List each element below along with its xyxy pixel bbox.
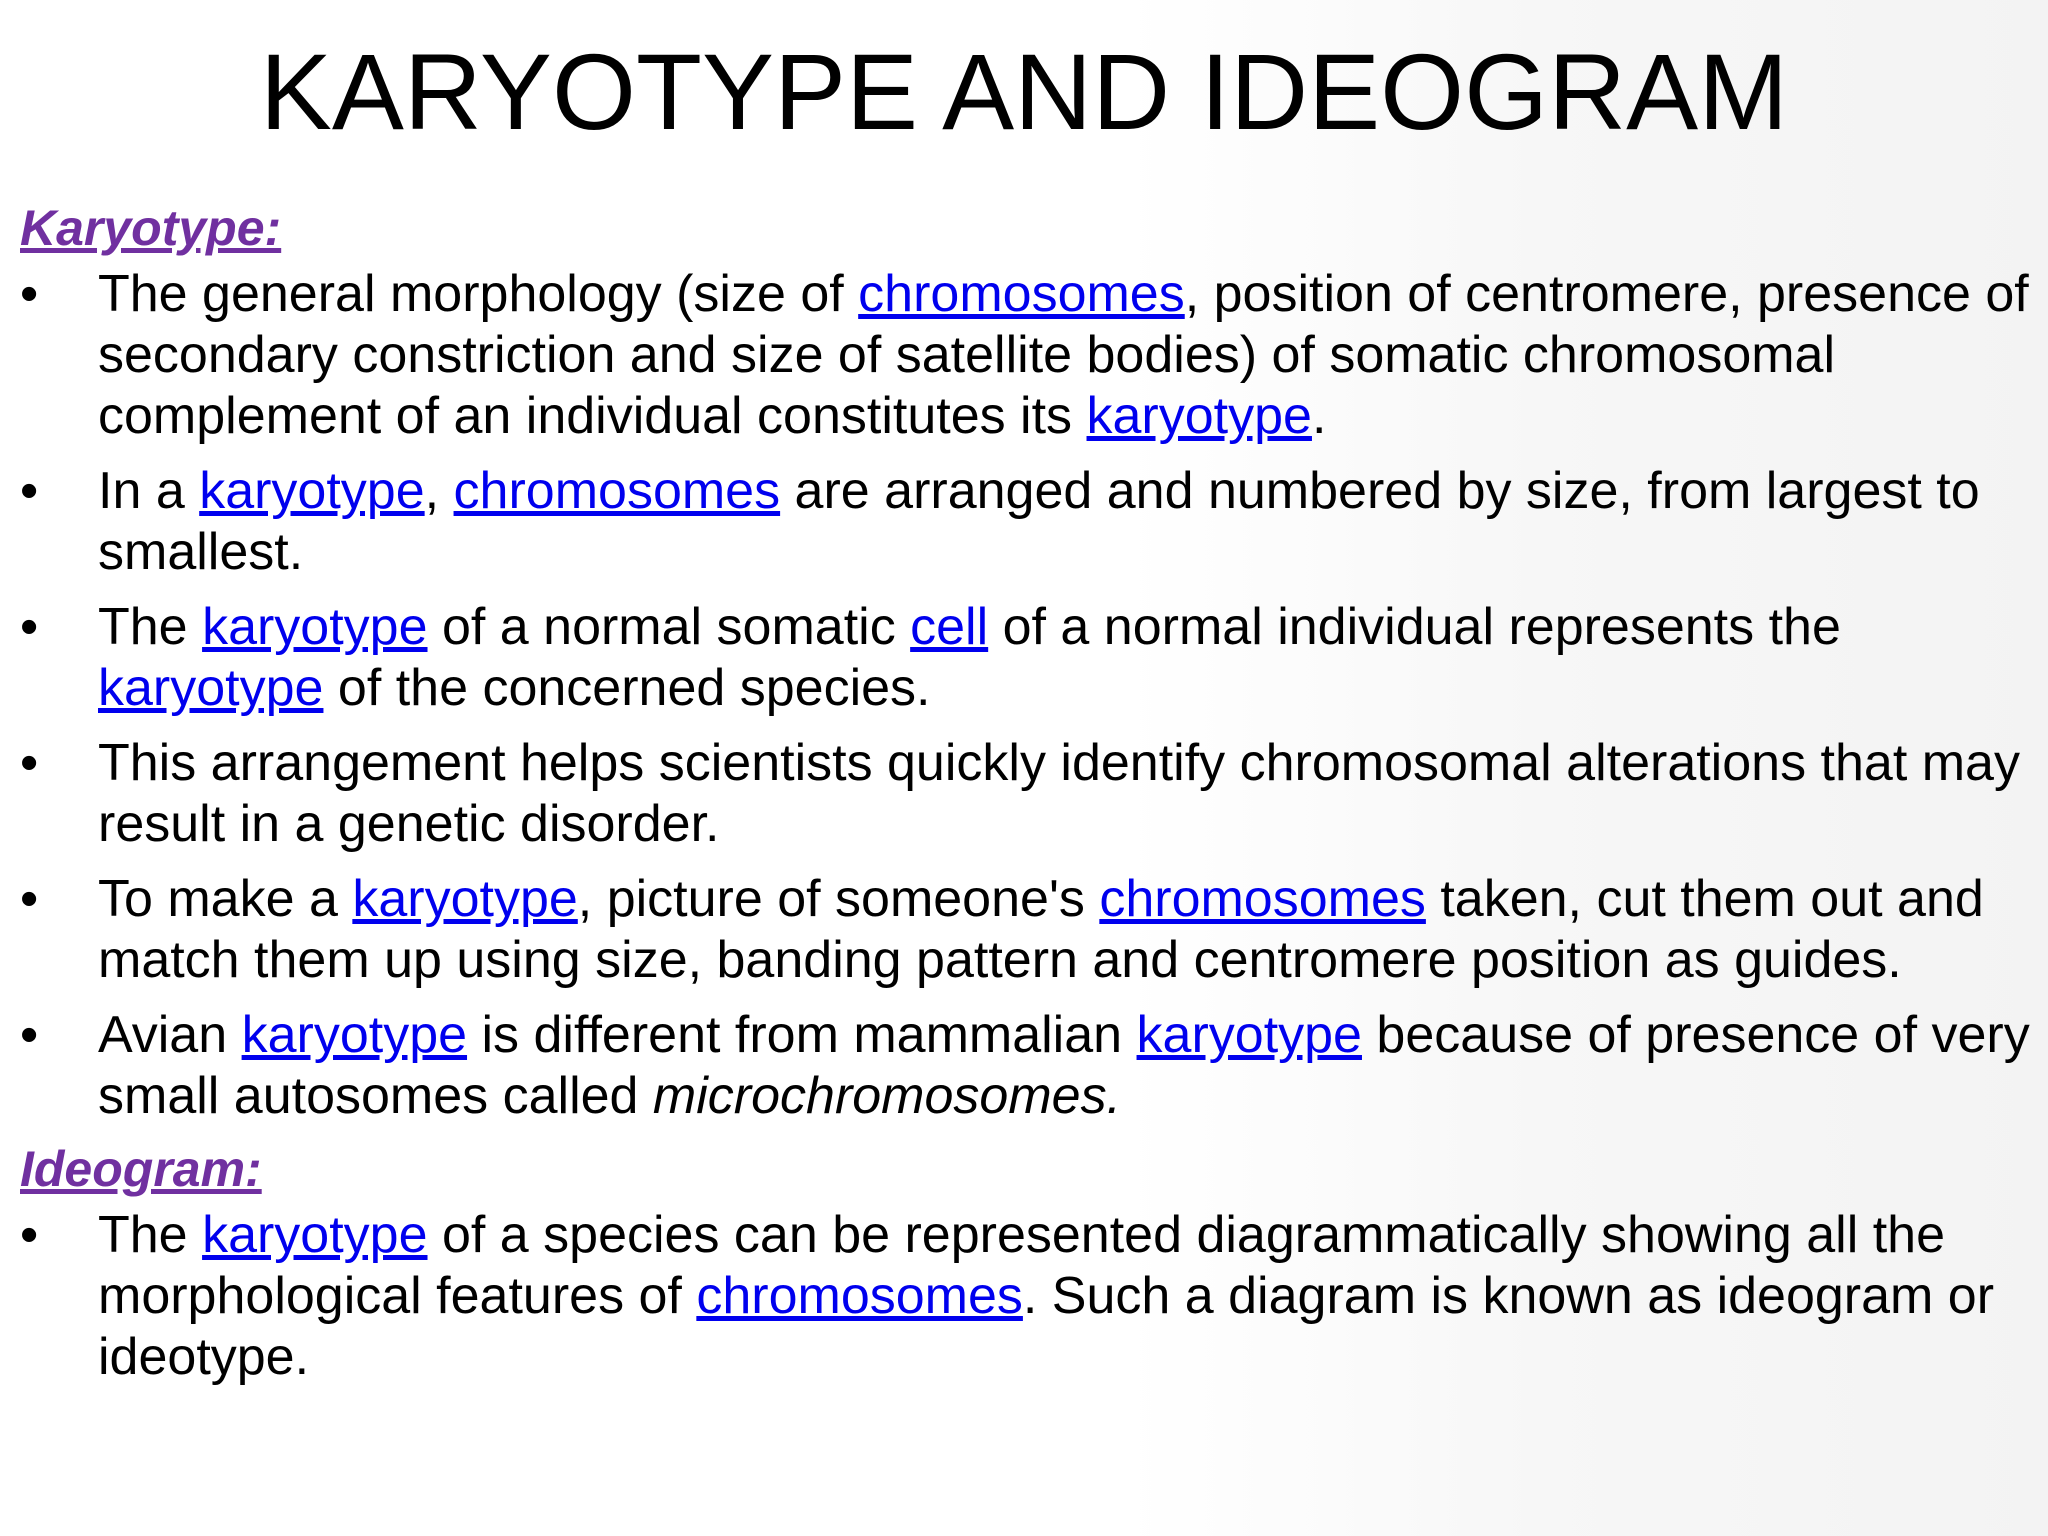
link-chromosomes[interactable]: chromosomes: [858, 265, 1185, 323]
karyotype-bullet-list: [20, 264, 2030, 1127]
karyotype-bullet-3: [20, 597, 2030, 719]
link-chromosomes[interactable]: chromosomes: [453, 462, 781, 520]
bullet-text: is different from mammalian: [467, 1006, 1137, 1064]
bullet-text: of the concerned species.: [323, 659, 931, 717]
karyotype-bullet-2: [20, 461, 2030, 583]
link-karyotype[interactable]: karyotype: [199, 462, 425, 520]
bullet-text: of a species can be represented diagrammatically showing all the morphological features of: [98, 1206, 1946, 1325]
link-karyotype[interactable]: karyotype: [352, 870, 578, 928]
link-karyotype[interactable]: karyotype: [98, 659, 324, 717]
link-chromosomes[interactable]: chromosomes: [696, 1267, 1023, 1325]
bullet-icon: •: [20, 1006, 39, 1064]
link-karyotype[interactable]: karyotype: [1086, 387, 1312, 445]
bullet-text: The: [98, 598, 203, 656]
page-title: KARYOTYPE AND IDEOGRAM: [259, 31, 1789, 152]
bullet-text: This arrangement helps scientists quickly identify chromosomal alterations that may result in a genetic disorder.: [98, 734, 2020, 853]
karyotype-heading: Karyotype:: [20, 200, 282, 256]
bullet-text: are arranged and numbered by size, from largest to smallest.: [98, 462, 1980, 581]
bullet-text: In a: [98, 462, 200, 520]
bullet-text: of a normal somatic: [427, 598, 911, 656]
link-karyotype[interactable]: karyotype: [241, 1006, 468, 1064]
term-microchromosomes: microchromosomes.: [652, 1067, 1122, 1125]
link-karyotype[interactable]: karyotype: [1136, 1006, 1362, 1064]
link-karyotype[interactable]: karyotype: [202, 598, 428, 656]
bullet-text: The: [98, 1206, 203, 1264]
bullet-icon: •: [20, 462, 39, 520]
bullet-text: , position of centromere, presence of secondary constriction and size of satellite bodies) of somatic chromosomal complement of an individual constitutes its: [98, 265, 2029, 445]
karyotype-bullet-6: [20, 1005, 2030, 1127]
bullet-icon: •: [20, 734, 39, 792]
bullet-text: To make a: [98, 870, 353, 928]
ideogram-bullet-list: [20, 1205, 2030, 1388]
bullet-icon: •: [20, 598, 39, 656]
ideogram-bullet-1: [20, 1205, 2030, 1388]
karyotype-bullet-5: [20, 869, 2030, 991]
bullet-text: . Such a diagram is known as ideogram or ideotype.: [98, 1267, 1995, 1386]
link-chromosomes[interactable]: chromosomes: [1099, 870, 1426, 928]
bullet-icon: •: [20, 870, 39, 928]
bullet-text: The general morphology (size of: [98, 265, 859, 323]
bullet-text: of a normal individual represents the: [988, 598, 1841, 656]
bullet-text: ,: [424, 462, 454, 520]
karyotype-bullet-1: [20, 264, 2030, 447]
bullet-icon: •: [20, 265, 39, 323]
bullet-icon: •: [20, 1206, 39, 1264]
bullet-text: taken, cut them out and match them up using size, banding pattern and centromere position as guides.: [98, 870, 1984, 989]
ideogram-heading: Ideogram:: [20, 1141, 262, 1197]
bullet-text: .: [1311, 387, 1327, 445]
link-cell[interactable]: cell: [910, 598, 989, 656]
slide-content: [20, 198, 2030, 1388]
karyotype-bullet-4: [20, 733, 2030, 855]
link-karyotype[interactable]: karyotype: [202, 1206, 428, 1264]
bullet-text: , picture of someone's: [577, 870, 1100, 928]
bullet-text: because of presence of very small autosomes called: [98, 1006, 2030, 1125]
bullet-text: Avian: [98, 1006, 242, 1064]
